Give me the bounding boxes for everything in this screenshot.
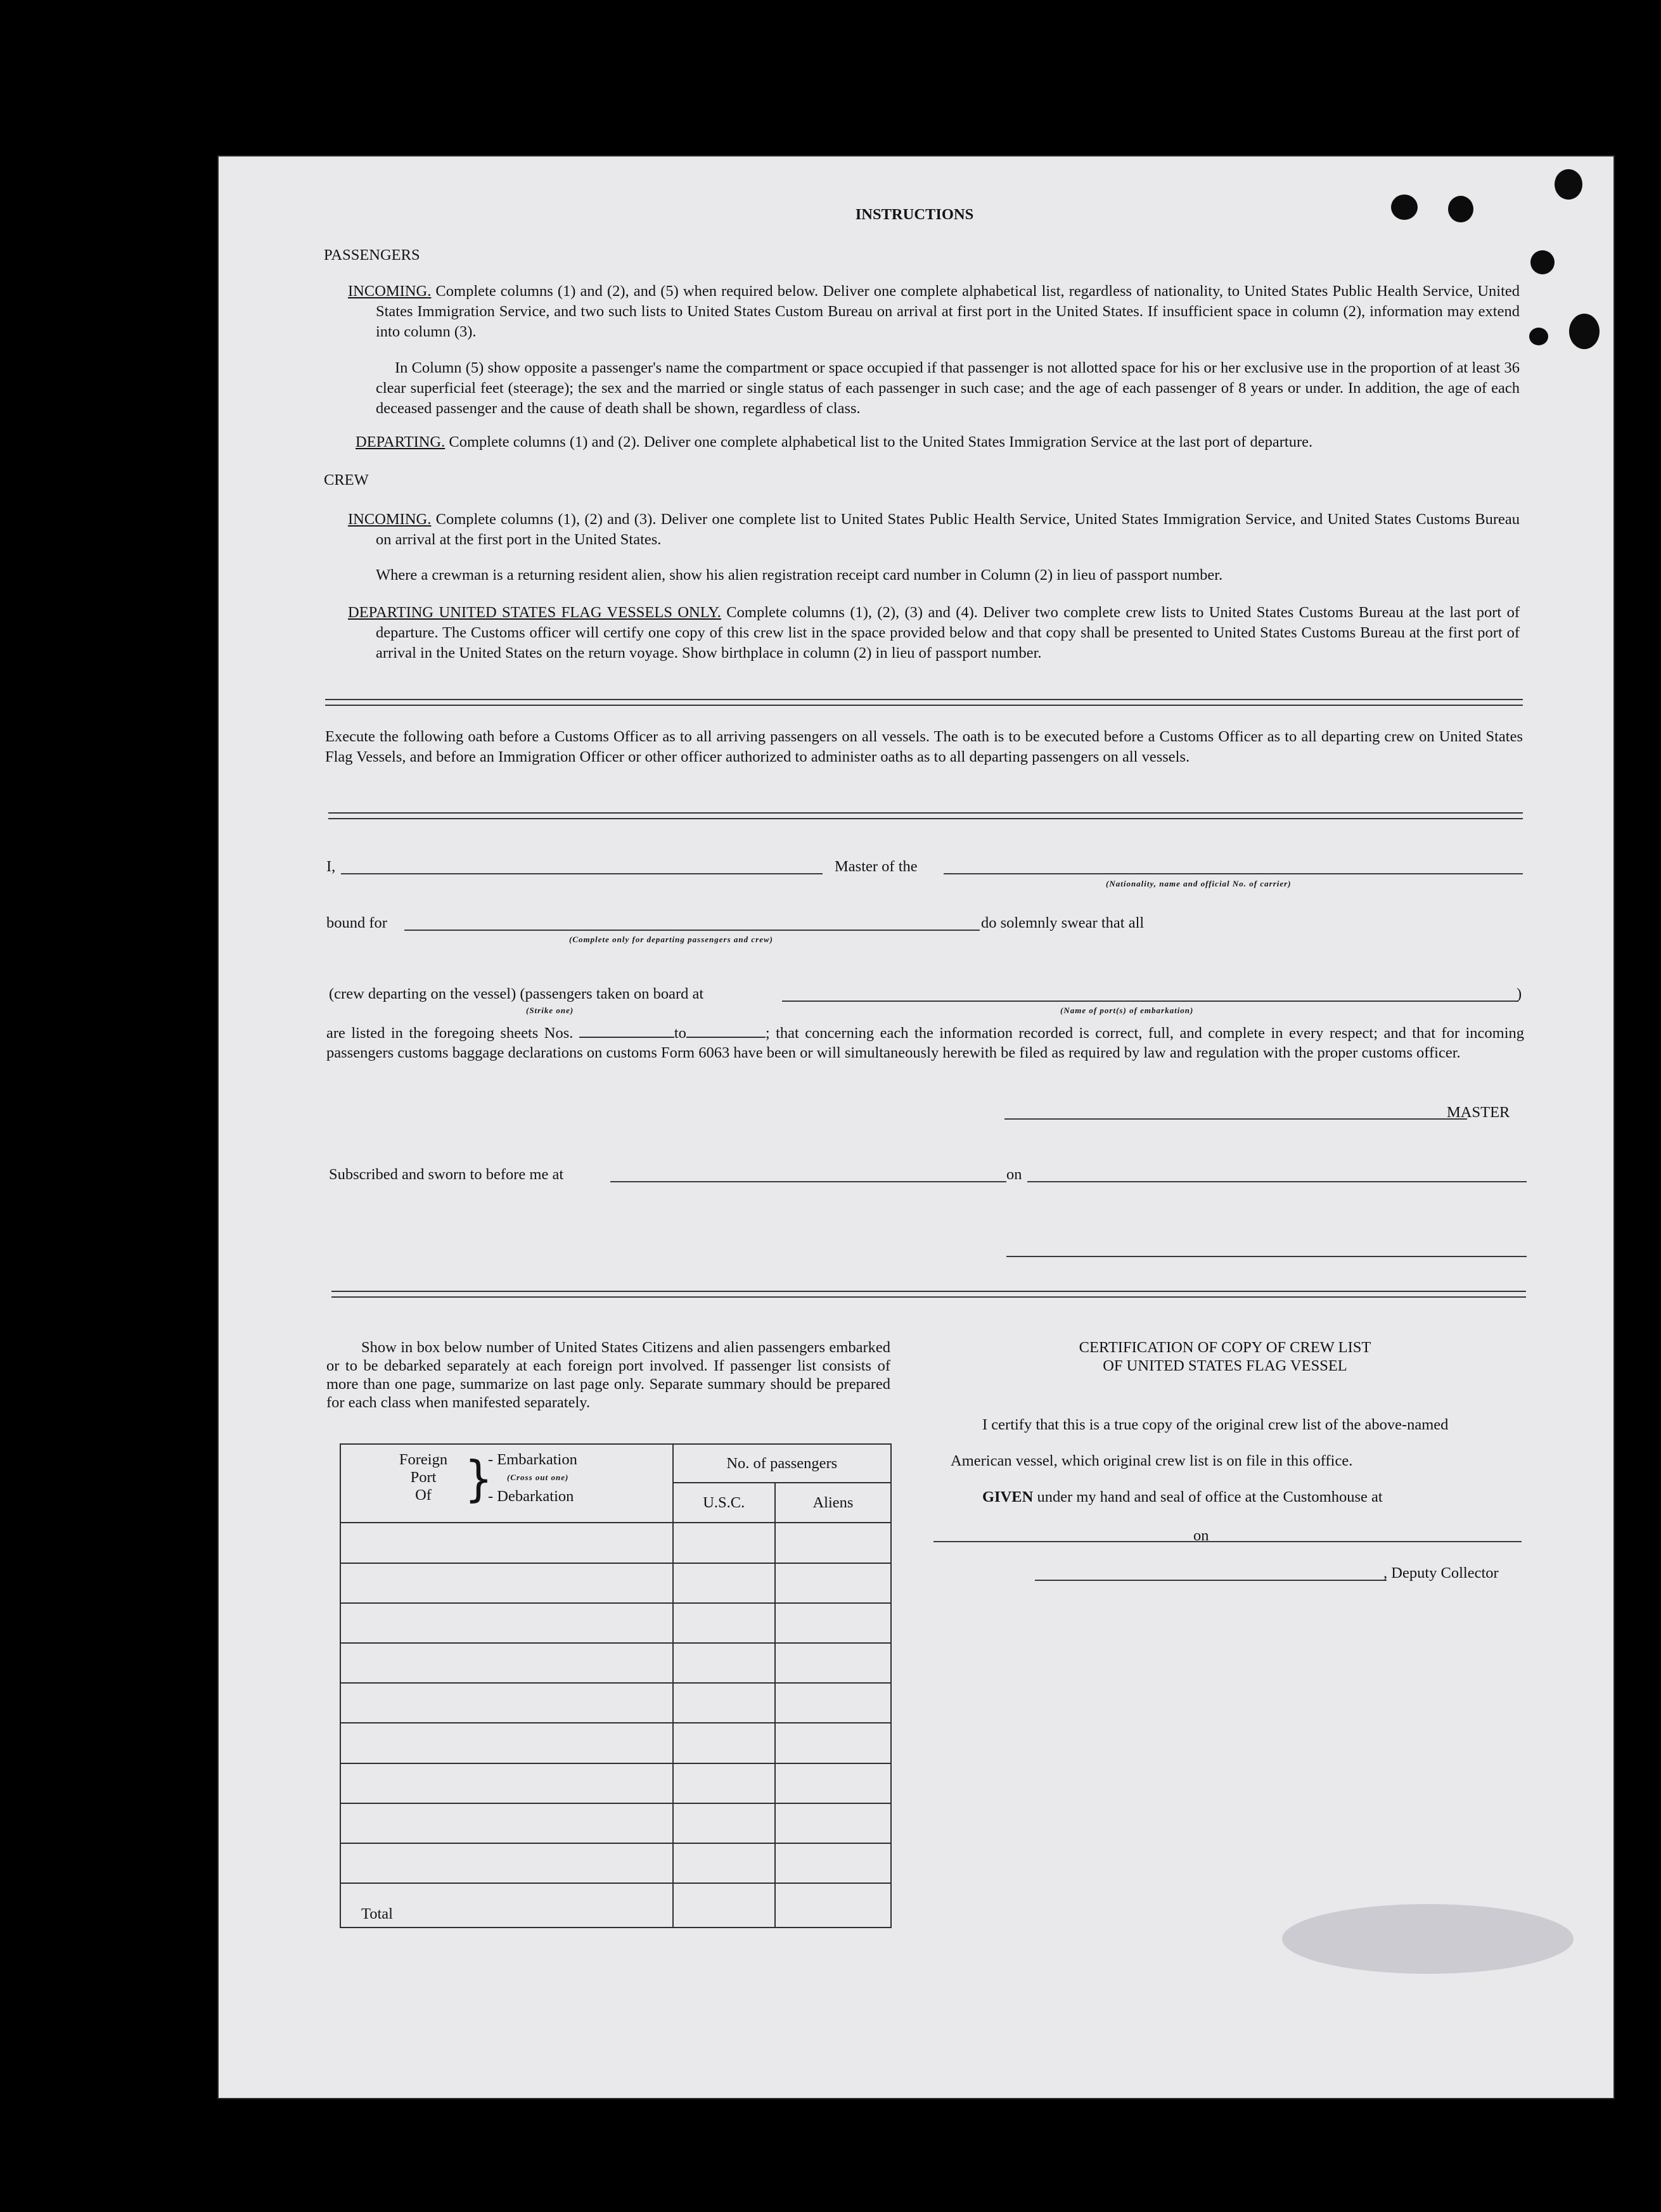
aliens-cell[interactable] xyxy=(775,1763,891,1803)
table-row xyxy=(340,1563,891,1603)
port-cell[interactable] xyxy=(340,1683,673,1723)
paper-stain xyxy=(1282,1904,1574,1974)
crew-departing-text: Complete columns (1), (2), (3) and (4). Deliver two complete crew lists to United States Customs Bureau at the last port of departure. The Customs officer will certify one copy of this crew list in the space provided below and that copy shall be presented to United States Customs Bureau at the first port of arrival in the United States on the return voyage. Show birthplace in column (2) in lieu of passport number. xyxy=(376,604,1520,662)
aliens-cell[interactable] xyxy=(775,1643,891,1683)
aliens-cell[interactable] xyxy=(775,1723,891,1763)
port-label: Port xyxy=(410,1469,437,1486)
instructions-heading: INSTRUCTIONS xyxy=(855,206,974,223)
ink-blot xyxy=(1529,328,1548,345)
certification-line2: American vessel, which original crew list is on file in this office. xyxy=(951,1452,1353,1469)
usc-cell[interactable] xyxy=(673,1763,775,1803)
subscribed-date-field[interactable] xyxy=(1027,1181,1527,1182)
listed-sheets-text xyxy=(326,1023,1524,1063)
section-divider xyxy=(331,1291,1526,1298)
master-signature-field[interactable] xyxy=(1004,1118,1467,1120)
usc-cell[interactable] xyxy=(673,1603,775,1643)
certification-date-field[interactable] xyxy=(1212,1541,1522,1542)
usc-total-cell[interactable] xyxy=(673,1883,775,1928)
aliens-header: Aliens xyxy=(775,1483,891,1523)
carrier-field[interactable] xyxy=(944,873,1523,874)
certification-title-line2: OF UNITED STATES FLAG VESSEL xyxy=(1103,1357,1347,1374)
oath-intro: Execute the following oath before a Customs Officer as to all arriving passengers on all vessels. The oath is to be executed before a Customs Officer as to all departing crew on United States Flag Vessels, and before an Immigration Officer or other officer authorized to administer oaths as to all departing passengers on all vessels. xyxy=(325,728,1523,765)
ink-blot xyxy=(1448,196,1473,222)
bound-for-label: bound for xyxy=(326,914,387,931)
crew-departing-label-line: (crew departing on the vessel) (passengers taken on board at xyxy=(329,985,704,1002)
total-label: Total xyxy=(340,1883,673,1928)
certification-line1: I certify that this is a true copy of the original crew list of the above-named xyxy=(982,1416,1449,1433)
port-header-cell xyxy=(340,1444,673,1523)
passengers-departing-label: DEPARTING. xyxy=(356,433,446,451)
given-rest-text: under my hand and seal of office at the Customhouse at xyxy=(1033,1488,1383,1506)
port-cell[interactable] xyxy=(340,1763,673,1803)
usc-cell[interactable] xyxy=(673,1803,775,1843)
passenger-summary-table xyxy=(340,1443,892,1928)
aliens-cell[interactable] xyxy=(775,1683,891,1723)
close-paren: ) xyxy=(1517,985,1522,1002)
passengers-title: PASSENGERS xyxy=(324,246,420,264)
ink-blot xyxy=(1391,195,1418,220)
aliens-cell[interactable] xyxy=(775,1523,891,1563)
table-row xyxy=(340,1643,891,1683)
brace-icon: } xyxy=(465,1450,493,1508)
cross-out-caption: (Cross out one) xyxy=(507,1473,569,1482)
aliens-cell[interactable] xyxy=(775,1803,891,1843)
passengers-incoming-paragraph xyxy=(348,281,1520,342)
crew-departing-label: DEPARTING UNITED STATES FLAG VESSELS ONLY. xyxy=(348,604,721,621)
ink-blot xyxy=(1530,250,1555,274)
carrier-caption: (Nationality, name and official No. of carrier) xyxy=(1106,879,1292,888)
summary-instructions: Show in box below number of United States Citizens and alien passengers embarked or to be debarked separately at each foreign port involved. If passenger list consists of more than one page, summarize on last page only. Separate summary should be prepared for each class when manifested separately. xyxy=(326,1339,890,1411)
usc-cell[interactable] xyxy=(673,1643,775,1683)
usc-cell[interactable] xyxy=(673,1723,775,1763)
crew-title: CREW xyxy=(324,471,369,489)
section-divider xyxy=(325,699,1523,706)
port-cell[interactable] xyxy=(340,1803,673,1843)
sheets-nos-label: are listed in the foregoing sheets Nos. xyxy=(326,1025,574,1042)
port-cell[interactable] xyxy=(340,1603,673,1643)
table-row xyxy=(340,1803,891,1843)
aliens-cell[interactable] xyxy=(775,1563,891,1603)
passengers-departing-text: Complete columns (1) and (2). Deliver one complete alphabetical list to the United States Immigration Service at the last port of departure. xyxy=(445,433,1313,451)
port-cell[interactable] xyxy=(340,1843,673,1883)
listed-rest-text: ; that concerning each the information recorded is correct, full, and complete in every respect; and that for incoming passengers customs baggage declarations on customs Form 6063 have been or will simultaneously herewith be filed as required by law and regulation with the proper customs officer. xyxy=(326,1025,1525,1061)
ink-blot xyxy=(1555,169,1582,200)
sheets-to-field[interactable] xyxy=(686,1024,766,1038)
table-row xyxy=(340,1603,891,1643)
debarkation-label: - Debarkation xyxy=(488,1488,574,1505)
usc-cell[interactable] xyxy=(673,1523,775,1563)
ink-blot xyxy=(1569,314,1600,349)
foreign-label: Foreign xyxy=(399,1451,448,1468)
deputy-signature-field[interactable] xyxy=(1035,1580,1387,1581)
table-row xyxy=(340,1723,891,1763)
passengers-incoming-text: Complete columns (1) and (2), and (5) when required below. Deliver one complete alphabetical list, regardless of nationality, to United States Public Health Service, United States Immigration Service, and two such lists to United States Custom Bureau on arrival at first port in the United States. If insufficient space in column (2), information may extend into column (3). xyxy=(376,283,1520,340)
table-row xyxy=(340,1763,891,1803)
no-of-passengers-header: No. of passengers xyxy=(673,1444,891,1483)
certification-on-label: on xyxy=(1193,1527,1209,1544)
of-label: Of xyxy=(415,1486,432,1504)
embarkation-label: - Embarkation xyxy=(488,1451,577,1468)
crew-incoming-text: Complete columns (1), (2) and (3). Deliver one complete list to United States Public Health Service, United States Immigration Service, and United States Customs Bureau on arrival at the first port in the United States. xyxy=(376,511,1520,548)
sheets-from-field[interactable] xyxy=(579,1024,674,1038)
strike-one-caption: (Strike one) xyxy=(526,1006,574,1015)
table-row xyxy=(340,1523,891,1563)
subscribed-label: Subscribed and sworn to before me at xyxy=(329,1166,564,1183)
oath-i-label: I, xyxy=(326,858,336,875)
sheets-to-label: to xyxy=(674,1025,686,1042)
usc-cell[interactable] xyxy=(673,1843,775,1883)
aliens-cell[interactable] xyxy=(775,1843,891,1883)
port-cell[interactable] xyxy=(340,1563,673,1603)
given-label: GIVEN xyxy=(982,1488,1034,1506)
section-divider xyxy=(328,812,1523,819)
subscribed-place-field[interactable] xyxy=(610,1181,1006,1182)
aliens-cell[interactable] xyxy=(775,1603,891,1643)
crew-resident-paragraph: Where a crewman is a returning resident alien, show his alien registration receipt card number in Column (2) in lieu of passport number. xyxy=(376,566,1223,584)
crew-incoming-paragraph xyxy=(348,509,1520,550)
subscribed-on-label: on xyxy=(1006,1166,1022,1183)
master-label: MASTER xyxy=(1447,1104,1510,1121)
total-row xyxy=(340,1883,891,1928)
passengers-departing-paragraph xyxy=(356,432,1522,452)
aliens-total-cell[interactable] xyxy=(775,1883,891,1928)
column5-paragraph: In Column (5) show opposite a passenger's name the compartment or space occupied if that passenger is not allotted space for his or her exclusive use in the proportion of at least 36 clear superficial feet (steerage); the sex and the married or single status of each passenger in such case; and the age of each passenger of 8 years or under. In addition, the age of each deceased passenger and the cause of death shall be shown, regardless of class. xyxy=(376,359,1520,417)
certification-given-line xyxy=(982,1487,1383,1507)
officer-signature-field[interactable] xyxy=(1006,1256,1527,1257)
port-cell[interactable] xyxy=(340,1523,673,1563)
embarkation-port-field[interactable] xyxy=(782,1001,1518,1002)
table-row xyxy=(340,1843,891,1883)
usc-cell[interactable] xyxy=(673,1683,775,1723)
master-name-field[interactable] xyxy=(341,873,823,874)
departing-caption: (Complete only for departing passengers and crew) xyxy=(569,935,773,944)
swear-label: do solemnly swear that all xyxy=(981,914,1145,931)
crew-incoming-label: INCOMING. xyxy=(348,511,432,528)
table-row xyxy=(340,1683,891,1723)
usc-header: U.S.C. xyxy=(673,1483,775,1523)
port-caption: (Name of port(s) of embarkation) xyxy=(1060,1006,1194,1015)
bound-for-field[interactable] xyxy=(404,930,980,931)
passengers-incoming-label: INCOMING. xyxy=(348,283,432,300)
crew-departing-paragraph xyxy=(348,603,1520,663)
document-page xyxy=(217,155,1615,2099)
port-cell[interactable] xyxy=(340,1723,673,1763)
master-of-the-label: Master of the xyxy=(835,858,918,875)
deputy-collector-label: , Deputy Collector xyxy=(1383,1564,1499,1582)
table-header-row xyxy=(340,1444,891,1483)
usc-cell[interactable] xyxy=(673,1563,775,1603)
port-cell[interactable] xyxy=(340,1643,673,1683)
certification-title-line1: CERTIFICATION OF COPY OF CREW LIST xyxy=(1079,1339,1371,1356)
